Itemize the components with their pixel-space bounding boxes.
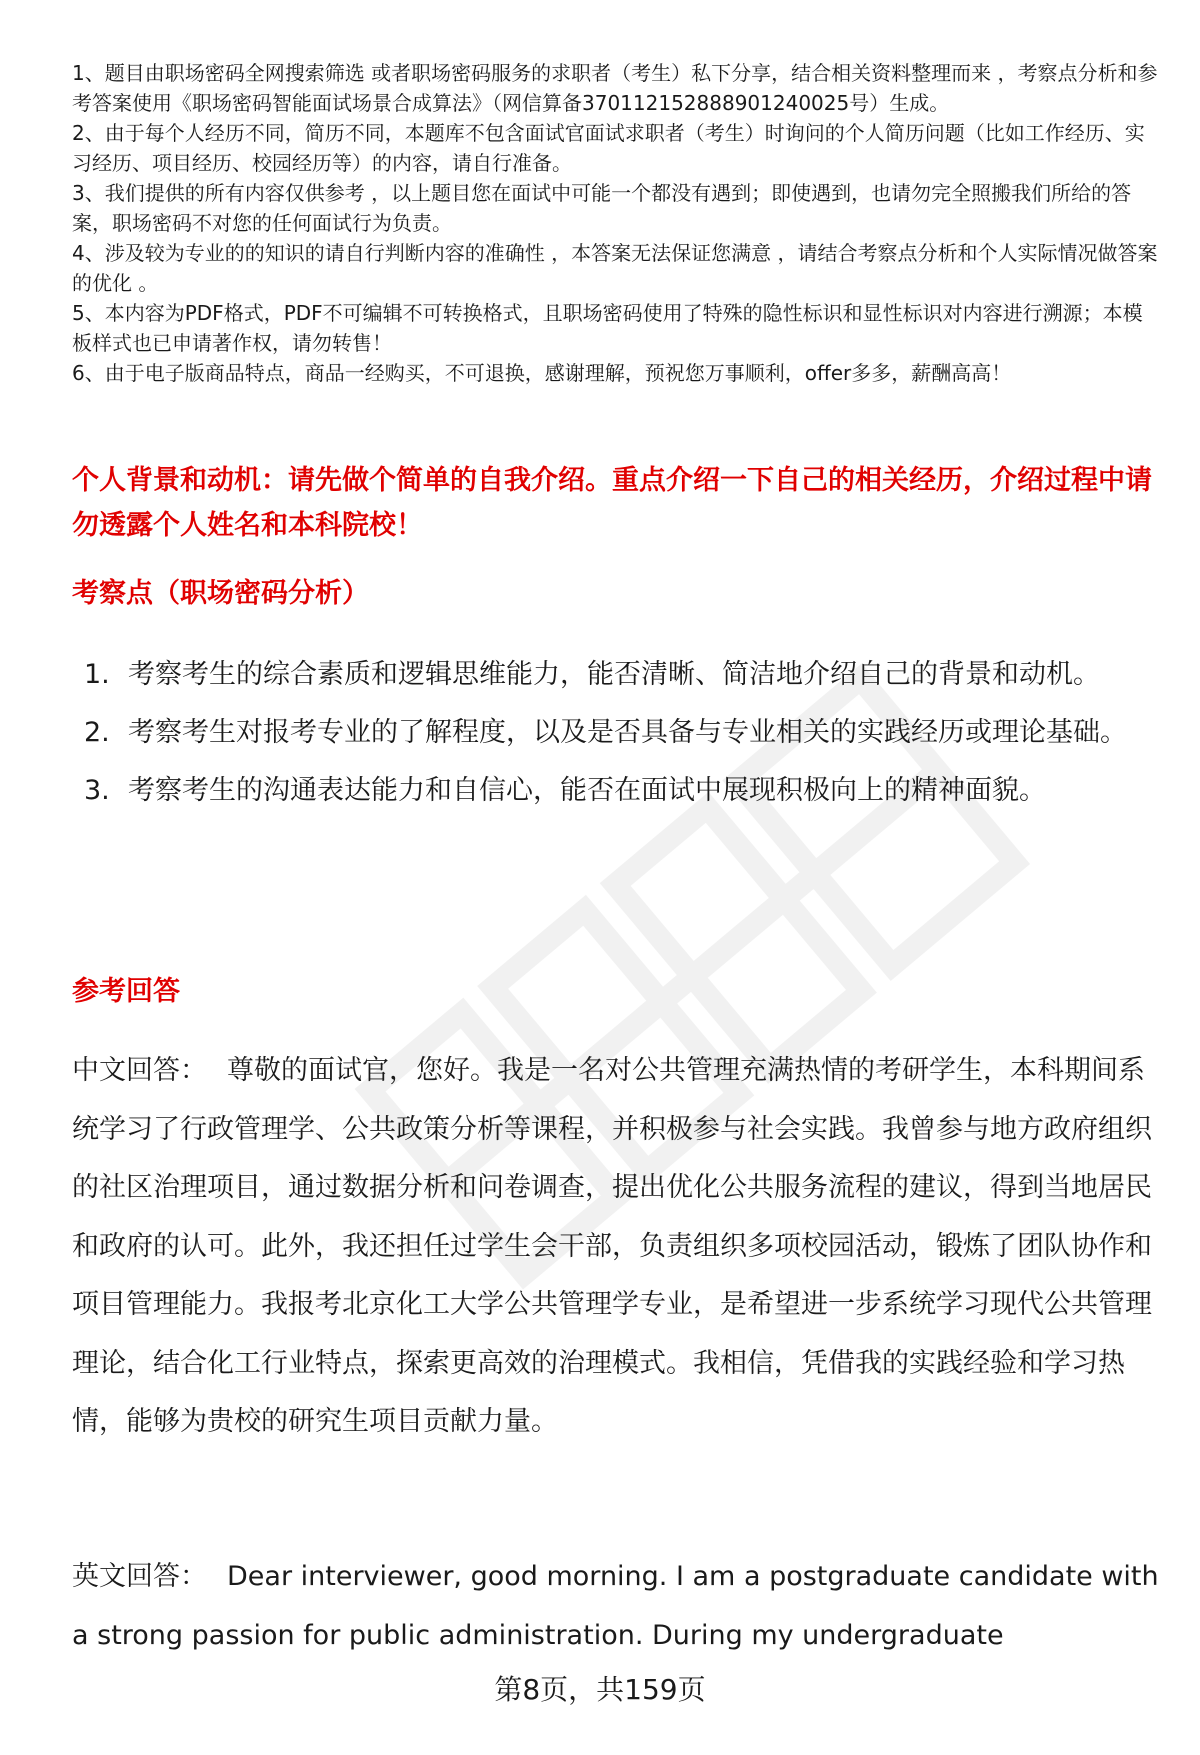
analysis-point-number: 1. — [84, 659, 110, 690]
chinese-answer-label: 中文回答： — [72, 1055, 207, 1086]
analysis-point-text: 考察考生的综合素质和逻辑思维能力，能否清晰、简洁地介绍自己的背景和动机。 — [128, 659, 1100, 690]
disclaimer-note: 4、涉及较为专业的的知识的请自行判断内容的准确性 ，本答案无法保证您满意 ，请结合考察点分析和个人实际情况做答案的优化 。 — [72, 241, 1158, 295]
english-answer — [72, 1548, 1162, 1665]
analysis-points-list — [72, 646, 1162, 820]
analysis-point-number: 3. — [84, 775, 110, 806]
answer-heading: 参考回答 — [72, 976, 180, 1007]
disclaimer-note: 2、由于每个人经历不同，简历不同，本题库不包含面试官面试求职者（考生）时询问的个人简历问题（比如工作经历、实习经历、项目经历、校园经历等）的内容，请自行准备。 — [72, 121, 1145, 175]
analysis-point-text: 考察考生的沟通表达能力和自信心，能否在面试中展现积极向上的精神面貌。 — [128, 775, 1046, 806]
disclaimer-note: 5、本内容为PDF格式，PDF不可编辑不可转换格式，且职场密码使用了特殊的隐性标识和显性标识对内容进行溯源；本模板样式也已申请著作权，请勿转售！ — [72, 301, 1143, 355]
disclaimer-note: 3、我们提供的所有内容仅供参考 ，以上题目您在面试中可能一个都没有遇到；即使遇到，也请勿完全照搬我们所给的答案，职场密码不对您的任何面试行为负责。 — [72, 181, 1132, 235]
disclaimer-note: 6、由于电子版商品特点，商品一经购买，不可退换，感谢理解，预祝您万事顺利，offer多多，薪酬高高！ — [72, 361, 1012, 385]
chinese-answer — [72, 1042, 1162, 1452]
interview-question: 个人背景和动机：请先做个简单的自我介绍。重点介绍一下自己的相关经历，介绍过程中请勿透露个人姓名和本科院校！ — [72, 465, 1152, 541]
chinese-answer-text: 尊敬的面试官，您好。我是一名对公共管理充满热情的考研学生，本科期间系统学习了行政管理学、公共政策分析等课程，并积极参与社会实践。我曾参与地方政府组织的社区治理项目，通过数据分析和问卷调查，提出优化公共服务流程的建议，得到当地居民和政府的认可。此外，我还担任过学生会干部，负责组织多项校园活动，锻炼了团队协作和项目管理能力。我报考北京化工大学公共管理学专业，是希望进一步系统学习现代公共管理理论，结合化工行业特点，探索更高效的治理模式。我相信，凭借我的实践经验和学习热情，能够为贵校的研究生项目贡献力量。 — [72, 1055, 1152, 1437]
analysis-point — [72, 704, 1162, 762]
english-answer-text: Dear interviewer, good morning. I am a postgraduate candidate with a strong passion for public administration. During my undergraduate — [72, 1561, 1159, 1651]
analysis-point — [72, 762, 1162, 820]
analysis-point — [72, 646, 1162, 704]
disclaimer-notes — [72, 58, 1158, 388]
disclaimer-note: 1、题目由职场密码全网搜索筛选 或者职场密码服务的求职者（考生）私下分享，结合相关资料整理而来 ，考察点分析和参考答案使用《职场密码智能面试场景合成算法》（网信算备370112152888901240025号）生成。 — [72, 61, 1158, 115]
analysis-point-text: 考察考生对报考专业的了解程度，以及是否具备与专业相关的实践经历或理论基础。 — [128, 717, 1127, 748]
analysis-point-number: 2. — [84, 717, 110, 748]
english-answer-label: 英文回答： — [72, 1561, 207, 1592]
page-number: 第8页，共159页 — [494, 1673, 706, 1706]
analysis-heading: 考察点（职场密码分析） — [72, 578, 369, 609]
